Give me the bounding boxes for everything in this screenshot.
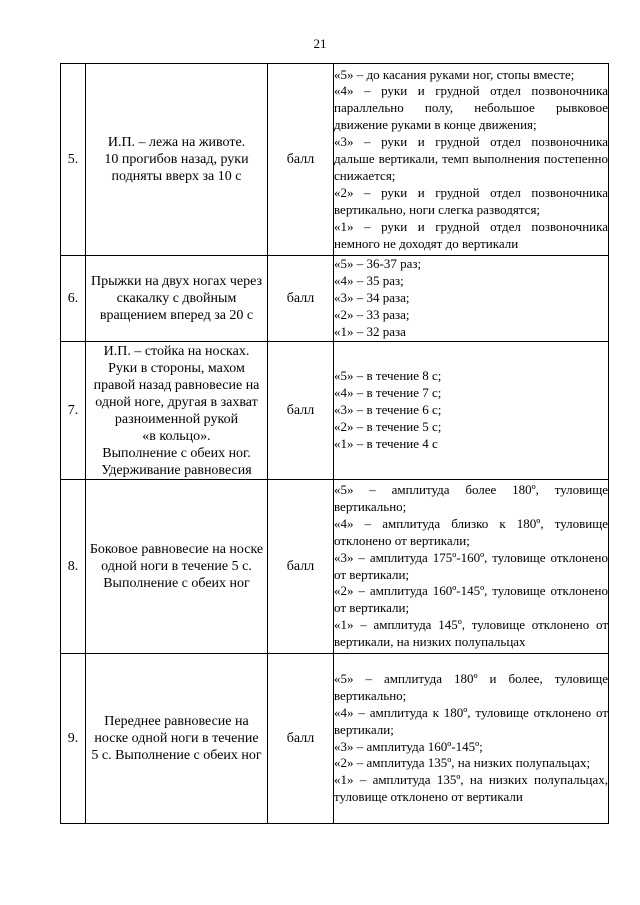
- exercise-line: 5 с. Выполнение с обеих ног: [91, 748, 262, 763]
- exercise-line: Удерживание равновесия: [101, 462, 252, 478]
- row-number: 8.: [61, 480, 86, 654]
- exercise-description: [86, 342, 268, 480]
- criteria-cell: [334, 342, 609, 480]
- row-number: 9.: [61, 654, 86, 824]
- table-row: [61, 64, 609, 256]
- criterion: «4» – руки и грудной отдел позвоночника параллельно полу, небольшое рывковое движение руками в конце движения;: [334, 83, 608, 133]
- criterion: «2» – руки и грудной отдел позвоночника вертикально, ноги слегка разводятся;: [334, 184, 608, 217]
- exercise-line: Выполнение с обеих ног.: [102, 445, 251, 461]
- criterion: «5» – до касания руками ног, стопы вместе;: [334, 66, 575, 82]
- criterion: «1» – амплитуда 145º, туловище отклонено от вертикали, на низких полупальцах: [334, 617, 608, 650]
- unit-label: балл: [268, 64, 334, 256]
- criterion: «5» – амплитуда 180º и более, туловище вертикально;: [334, 670, 608, 703]
- row-number: 5.: [61, 64, 86, 256]
- unit-label: балл: [268, 342, 334, 480]
- exercise-line: И.П. – стойка на носках.: [103, 343, 250, 359]
- criterion: «1» – амплитуда 135º, на низких полупальцах, туловище отклонено от вертикали: [334, 772, 608, 805]
- criteria-cell: [334, 654, 609, 824]
- unit-label: балл: [268, 480, 334, 654]
- exercise-line: правой назад равновесие на: [93, 377, 260, 393]
- exercise-line: вращением вперед за 20 с: [99, 308, 254, 323]
- criterion: «4» – амплитуда к 180º, туловище отклонено от вертикали;: [334, 704, 608, 737]
- criterion: «4» – 35 раз;: [334, 273, 404, 289]
- exercise-line: Переднее равновесие на: [104, 714, 249, 729]
- criteria-cell: [334, 64, 609, 256]
- table-row: [61, 256, 609, 342]
- criterion: «2» – 33 раза;: [334, 306, 410, 322]
- criteria-cell: [334, 256, 609, 342]
- exercise-line: Боковое равновесие на носке: [89, 542, 264, 557]
- criteria-table: [60, 63, 609, 824]
- page-number: 21: [313, 36, 327, 51]
- criterion: «2» – амплитуда 160º-145º, туловище отклонено от вертикали;: [334, 583, 608, 616]
- criterion: «3» – амплитуда 175º-160º, туловище отклонено от вертикали;: [334, 549, 608, 582]
- exercise-line: И.П. – лежа на животе.: [107, 135, 246, 150]
- criterion: «2» – в течение 5 с;: [334, 418, 442, 434]
- criterion: «4» – в течение 7 с;: [334, 385, 442, 401]
- exercise-line: Руки в стороны, махом: [108, 360, 245, 376]
- exercise-line: подняты вверх за 10 с: [111, 169, 242, 184]
- exercise-description: [86, 480, 268, 654]
- criterion: «3» – в течение 6 с;: [334, 402, 442, 418]
- exercise-line: одной ноге, другая в захват: [95, 394, 258, 410]
- criterion: «3» – руки и грудной отдел позвоночника дальше вертикали, темп выполнения постепенно снижается;: [334, 134, 608, 183]
- criterion: «5» – амплитуда более 180º, туловище вертикально;: [334, 481, 608, 514]
- unit-label: балл: [268, 654, 334, 824]
- criterion: «2» – амплитуда 135º, на низких полупальцах;: [334, 755, 591, 771]
- criterion: «1» – руки и грудной отдел позвоночника немного не доходят до вертикали: [334, 218, 608, 251]
- row-number: 6.: [61, 256, 86, 342]
- unit-label: балл: [268, 256, 334, 342]
- criteria-cell: [334, 480, 609, 654]
- row-number: 7.: [61, 342, 86, 480]
- exercise-line: Прыжки на двух ногах через: [90, 274, 263, 289]
- exercise-line: «в кольцо».: [142, 428, 211, 444]
- criterion: «1» – 32 раза: [334, 323, 406, 339]
- criterion: «5» – 36-37 раз;: [334, 256, 422, 272]
- exercise-line: разноименной рукой: [114, 411, 239, 427]
- exercise-line: скакалку с двойным: [116, 291, 237, 306]
- table-row: [61, 654, 609, 824]
- table-row: [61, 480, 609, 654]
- criterion: «3» – 34 раза;: [334, 290, 410, 306]
- criterion: «5» – в течение 8 с;: [334, 368, 442, 384]
- criterion: «4» – амплитуда близко к 180º, туловище отклонено от вертикали;: [334, 515, 608, 548]
- exercise-line: Выполнение с обеих ног: [103, 576, 250, 591]
- exercise-description: [86, 64, 268, 256]
- criterion: «1» – в течение 4 с: [334, 435, 438, 451]
- exercise-description: [86, 256, 268, 342]
- table-row: [61, 342, 609, 480]
- exercise-line: носке одной ноги в течение: [94, 731, 259, 746]
- exercise-description: [86, 654, 268, 824]
- exercise-line: 10 прогибов назад, руки: [104, 152, 249, 167]
- exercise-line: одной ноги в течение 5 с.: [101, 559, 252, 574]
- criterion: «3» – амплитуда 160º-145º;: [334, 738, 483, 754]
